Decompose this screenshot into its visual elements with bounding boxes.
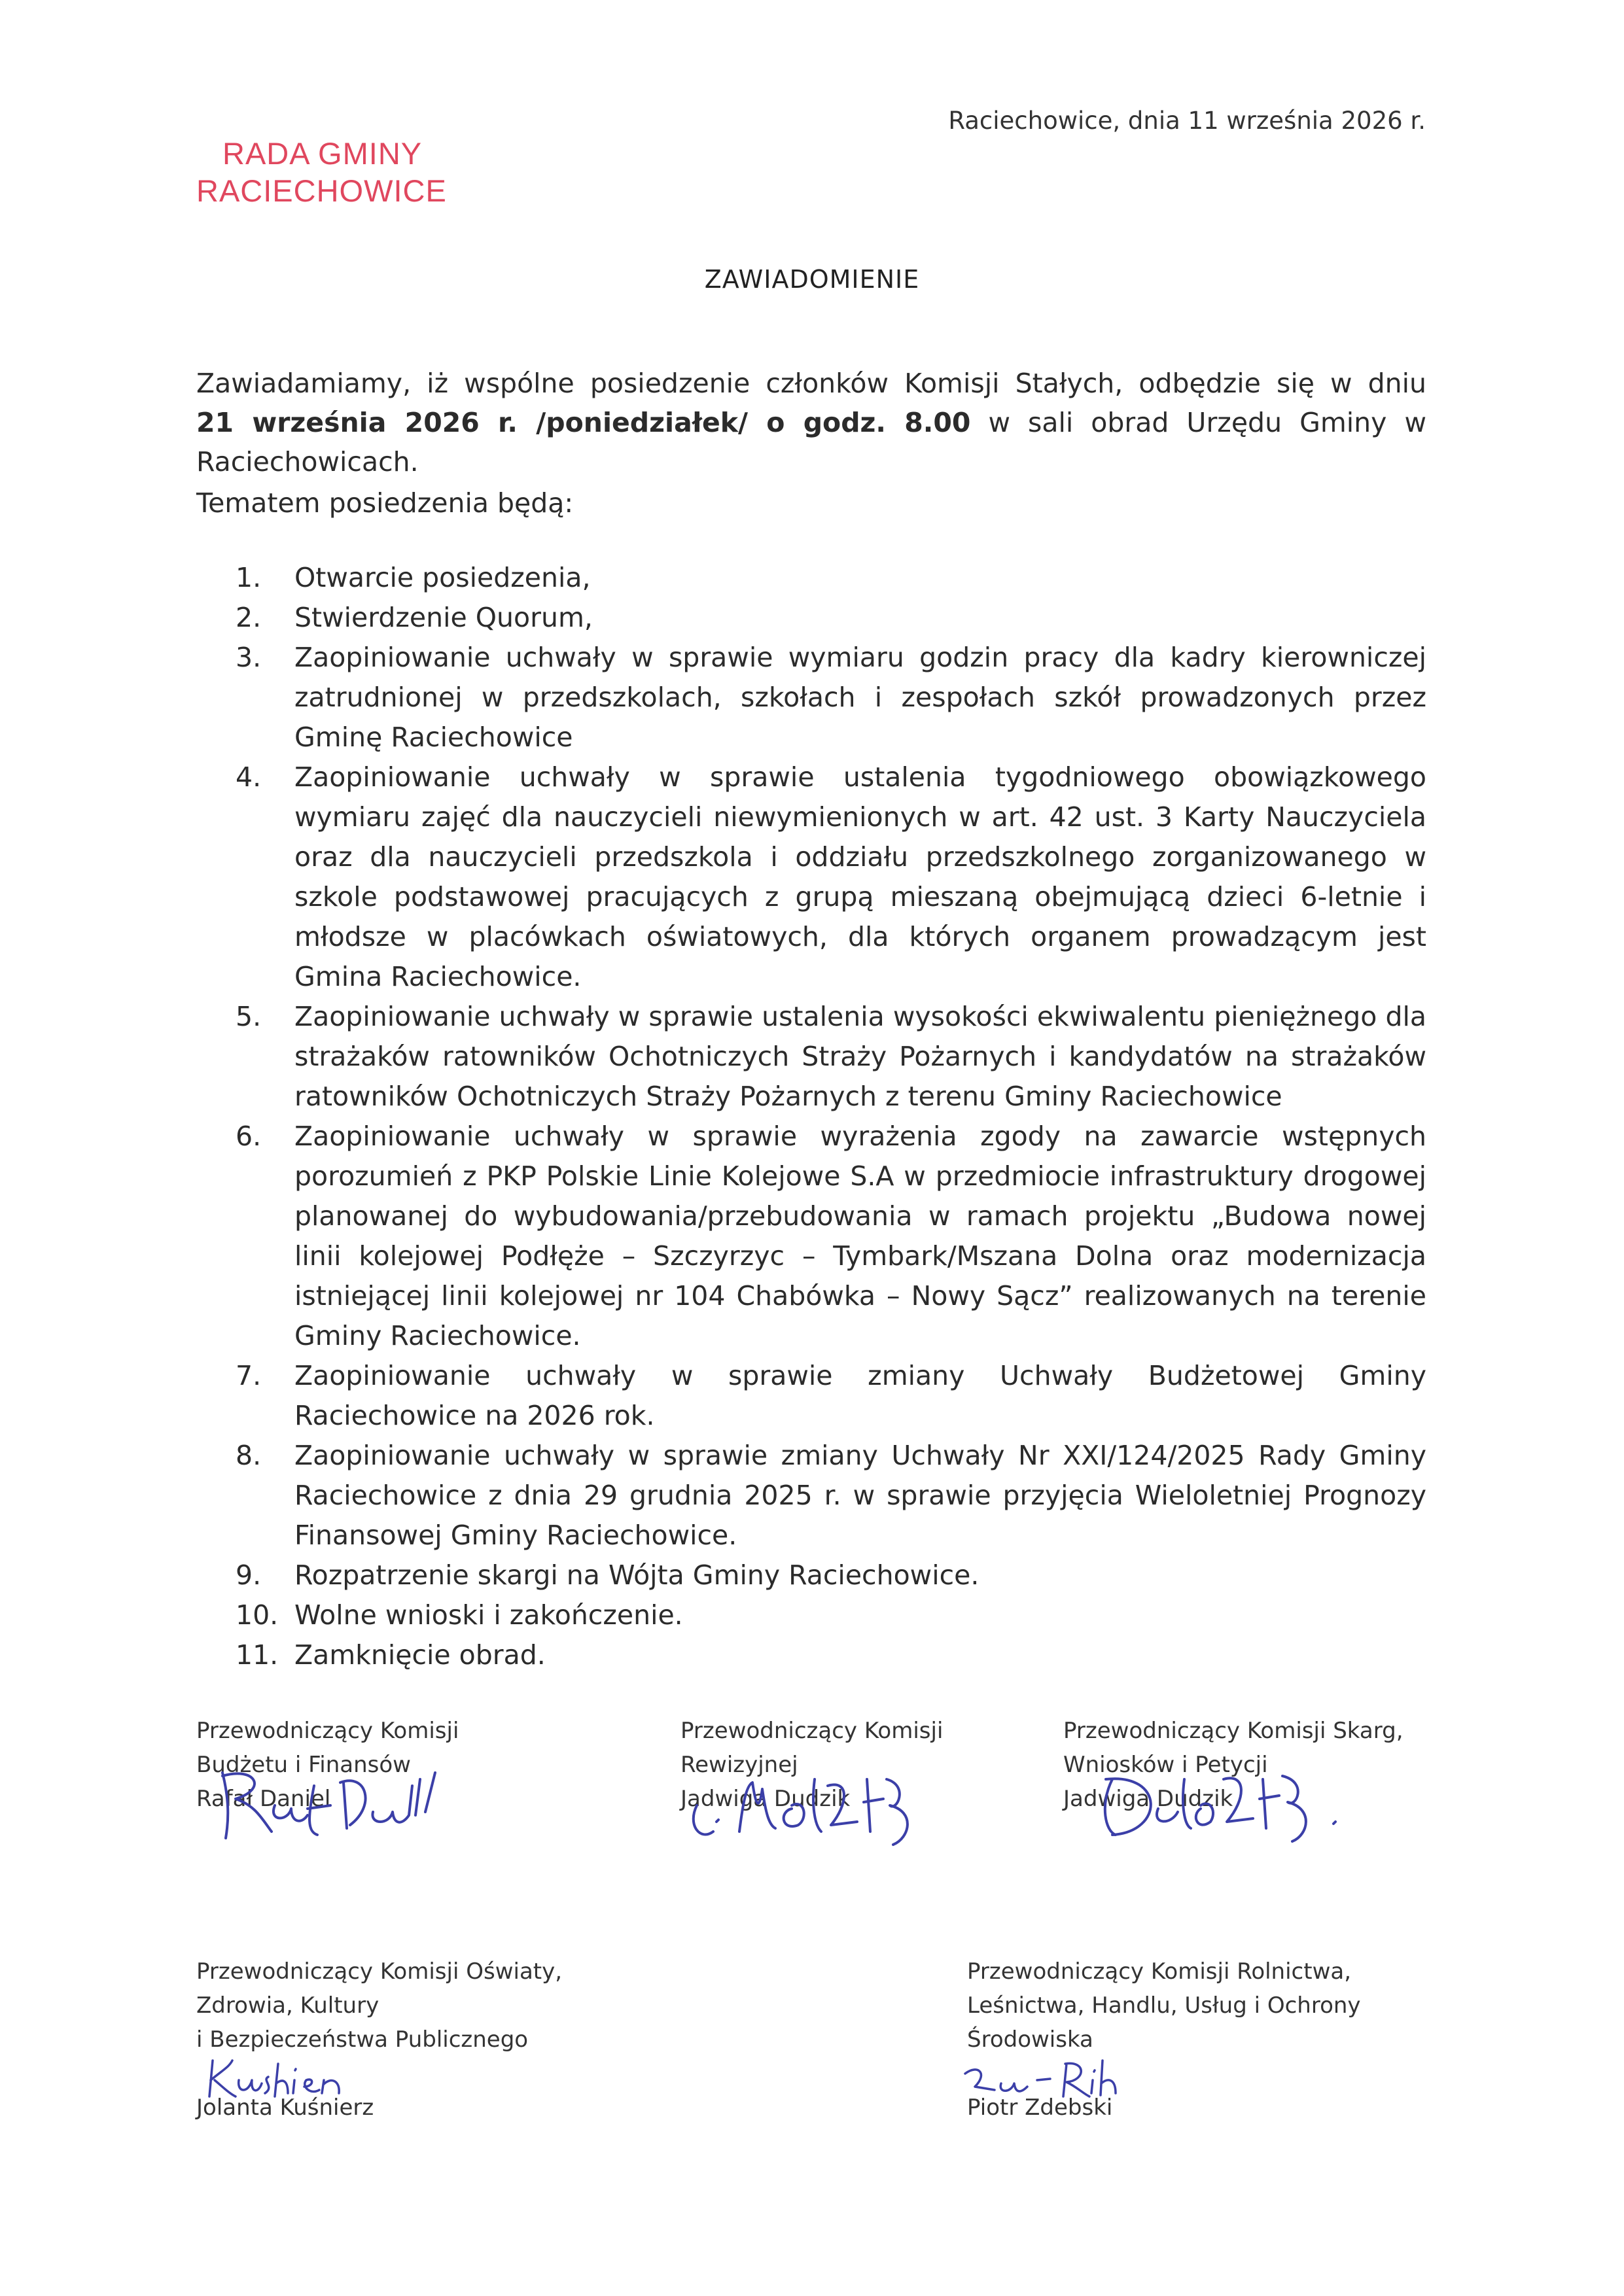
agenda-number: 11. [236,1639,279,1671]
document-title: ZAWIADOMIENIE [704,265,920,294]
handwritten-signature [209,1760,484,1851]
agenda-item [196,638,1426,757]
handwritten-signature [680,1760,936,1851]
signature-title-line: Budżetu i Finansów [196,1752,411,1778]
signature-title-line: Rewizyjnej [680,1752,798,1778]
agenda-text: Zaopiniowanie uchwały w sprawie zmiany Uchwały Budżetowej Gminy Raciechowice na 2026 rok. [294,1360,1426,1431]
agenda-text: Zaopiniowanie uchwały w sprawie ustalenia wysokości ekwiwalentu pieniężnego dla strażaków ratowników Ochotniczych Straży Pożarnych i kandydatów na strażaków ratowników Ochotniczych Straży Pożarnych z terenu Gminy Raciechowice [294,1001,1426,1112]
agenda-item [196,1556,1426,1595]
handwritten-signature [1086,1753,1361,1851]
handwritten-signature [955,2051,1125,2103]
agenda-number: 7. [236,1360,262,1391]
agenda-text: Zaopiniowanie uchwały w sprawie wyrażenia zgody na zawarcie wstępnych porozumień z PKP Polskie Linie Kolejowe S.A w przedmiocie infrastruktury drogowej planowanej do wybudowania/przebudowania w ramach projektu „Budowa nowej linii kolejowej Podłęże – Szczyrzyc – Tymbark/Mszana Dolna oraz modernizacja istniejącej linii kolejowej nr 104 Chabówka – Nowy Sącz” realizowanych na terenie Gminy Raciechowice. [294,1121,1426,1351]
signature-title-line: Środowiska [967,2026,1093,2053]
agenda-text: Zaopiniowanie uchwały w sprawie wymiaru godzin pracy dla kadry kierowniczej zatrudnionej w przedszkolach, szkołach i zespołach szkół prowadzonych przez Gminę Raciechowice [294,642,1426,753]
signatory-name: Piotr Zdebski [967,2095,1113,2121]
signatory-name: Jadwiga Dudzik [680,1786,851,1812]
agenda-text: Otwarcie posiedzenia, [294,562,591,593]
signature-title-line: Przewodniczący Komisji Skarg, [1063,1718,1403,1744]
agenda-number: 10. [236,1599,279,1631]
agenda-item [196,1436,1426,1556]
intro-paragraph [196,364,1426,481]
signature-title-line: Zdrowia, Kultury [196,1992,380,2019]
signature-title-line: i Bezpieczeństwa Publicznego [196,2026,529,2053]
signature-title-line: Przewodniczący Komisji Oświaty, [196,1958,563,1985]
agenda-item [196,1356,1426,1436]
agenda-number: 4. [236,761,262,793]
council-stamp [196,135,447,209]
agenda-text: Zaopiniowanie uchwały w sprawie zmiany Uchwały Nr XXI/124/2025 Rady Gminy Raciechowice z dnia 29 grudnia 2025 r. w sprawie przyjęcia Wieloletniej Prognozy Finansowej Gminy Raciechowice. [294,1440,1426,1551]
agenda-text: Zaopiniowanie uchwały w sprawie ustalenia tygodniowego obowiązkowego wymiaru zajęć dla nauczycieli niewymienionych w art. 42 ust. 3 Karty Nauczyciela oraz dla nauczycieli przedszkola i oddziału przedszkolnego zorganizowanego w szkole podstawowej pracujących z grupą mieszaną obejmującą dzieci 6-letnie i młodsze w placówkach oświatowych, dla których organem prowadzącym jest Gmina Raciechowice. [294,761,1426,992]
signatory-name: Jadwiga Dudzik [1063,1786,1233,1812]
agenda-number: 6. [236,1121,262,1152]
agenda-number: 8. [236,1440,262,1471]
agenda-text: Stwierdzenie Quorum, [294,602,593,633]
agenda-number: 3. [236,642,262,673]
place-date: Raciechowice, dnia 11 września 2026 r. [948,107,1426,135]
agenda-number: 5. [236,1001,262,1032]
topics-intro: Tematem posiedzenia będą: [196,487,574,519]
agenda-item [196,598,1426,638]
agenda-item [196,757,1426,997]
agenda-text: Zamknięcie obrad. [294,1639,546,1671]
agenda-number: 9. [236,1559,262,1591]
signature-title-line: Wniosków i Petycji [1063,1752,1268,1778]
agenda-number: 2. [236,602,262,633]
handwritten-signature [203,2051,373,2103]
agenda-item [196,1635,1426,1675]
agenda-list [196,558,1426,1675]
signatory-name: Rafał Daniel [196,1786,331,1812]
intro-rest: w sali obrad Urzędu Gminy w Raciechowicach. [196,407,1426,478]
intro-line-1: Zawiadamiamy, iż wspólne posiedzenie członków Komisji Stałych, odbędzie się w dniu [196,368,1426,399]
stamp-line-1: RADA GMINY [222,136,423,171]
intro-date-bold: 21 września 2026 r. /poniedziałek/ o godz. 8.00 [196,407,971,438]
stamp-line-2: RACIECHOWICE [196,173,447,208]
agenda-item [196,997,1426,1117]
agenda-number: 1. [236,562,262,593]
agenda-item [196,558,1426,598]
agenda-text: Wolne wnioski i zakończenie. [294,1599,683,1631]
agenda-item [196,1117,1426,1356]
signature-title-line: Leśnictwa, Handlu, Usług i Ochrony [967,1992,1361,2019]
signature-title-line: Przewodniczący Komisji Rolnictwa, [967,1958,1352,1985]
signature-title-line: Przewodniczący Komisji [680,1718,944,1744]
signature-title-line: Przewodniczący Komisji [196,1718,459,1744]
agenda-text: Rozpatrzenie skargi na Wójta Gminy Raciechowice. [294,1559,980,1591]
agenda-item [196,1595,1426,1635]
signatory-name: Jolanta Kuśnierz [196,2095,374,2121]
